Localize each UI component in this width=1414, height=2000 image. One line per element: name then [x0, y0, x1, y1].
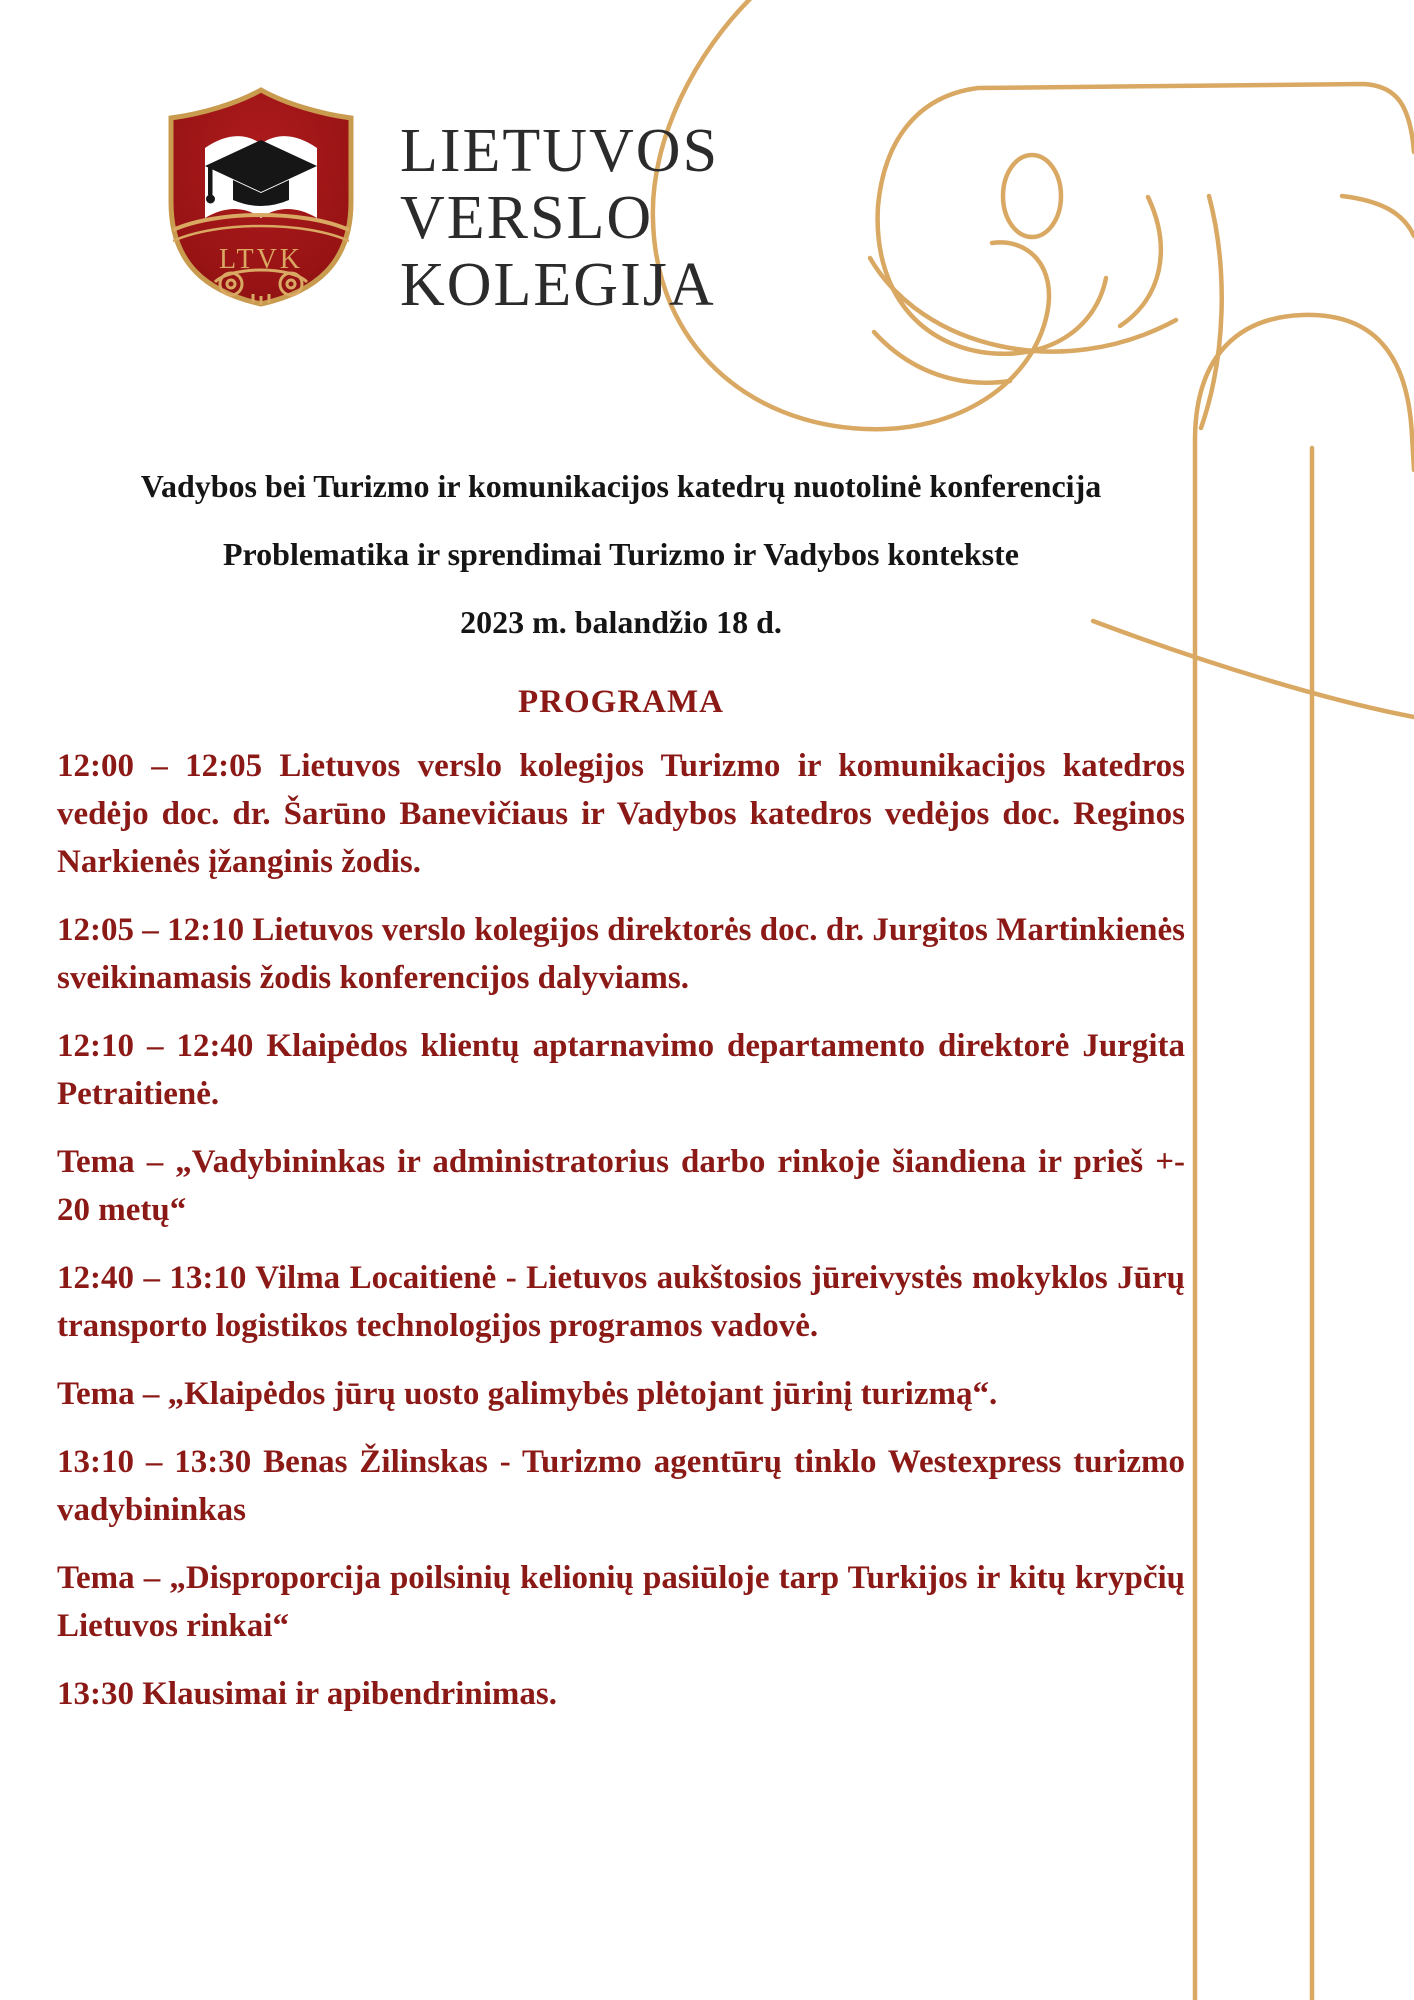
conference-title: Vadybos bei Turizmo ir komunikacijos katedrų nuotolinė konferencija — [140, 468, 1102, 504]
column-arch — [1195, 315, 1414, 2000]
program-heading: PROGRAMA — [518, 684, 724, 720]
conference-subtitle: Problematika ir sprendimai Turizmo ir Vadybos kontekste — [223, 536, 1019, 572]
program-item: 13:30 Klausimai ir apibendrinimas. — [57, 1676, 557, 1712]
volute-arc-under-eye — [870, 258, 1176, 352]
org-wordmark — [400, 118, 719, 319]
volute-right-edge-arc — [1342, 196, 1414, 236]
program-item: 12:00 – 12:05 Lietuvos verslo kolegijos Turizmo ir komunikacijos katedros vedėjo doc. dr. Šarūno Banevičiaus ir Vadybos katedros vedėjos doc. Reginos Narkienės įžanginis žodis. — [57, 748, 1185, 880]
program-list — [57, 742, 1185, 1738]
volute-rail — [878, 84, 1414, 354]
volute-connector — [1201, 196, 1222, 428]
conference-date: 2023 m. balandžio 18 d. — [460, 604, 782, 640]
program-item: Tema – „Klaipėdos jūrų uosto galimybės plėtojant jūrinį turizmą“. — [57, 1376, 998, 1412]
document-titles — [57, 452, 1185, 656]
org-wordmark-line: VERSLO — [400, 184, 654, 252]
volute-eye — [1003, 155, 1061, 237]
program-item: 13:10 – 13:30 Benas Žilinskas - Turizmo agentūrų tinklo Westexpress turizmo vadybininkas — [57, 1444, 1185, 1528]
program-item: 12:10 – 12:40 Klaipėdos klientų aptarnavimo departamento direktorė Jurgita Petraitienė. — [57, 1028, 1185, 1112]
program-item: Tema – „Disproporcija poilsinių kelionių pasiūloje tarp Turkijos ir kitų krypčių Lietuvos rinkai“ — [57, 1560, 1185, 1644]
org-wordmark-line: KOLEGIJA — [400, 251, 716, 319]
program-item: Tema – „Vadybininkas ir administratorius darbo rinkoje šiandiena ir prieš +- 20 metų“ — [57, 1144, 1185, 1228]
org-wordmark-line: LIETUVOS — [400, 117, 720, 185]
volute-arc-small — [874, 332, 1010, 383]
volute-arc-right-of-eye — [1120, 197, 1161, 326]
logo-monogram: LTVK — [218, 244, 304, 275]
program-item: 12:40 – 13:10 Vilma Locaitienė - Lietuvos aukštosios jūreivystės mokyklos Jūrų transporto logistikos technologijos programos vadovė. — [57, 1260, 1185, 1344]
ltvk-logo — [153, 84, 369, 308]
program-item: 12:05 – 12:10 Lietuvos verslo kolegijos direktorės doc. dr. Jurgitos Martinkienės sveikinamasis žodis konferencijos dalyviams. — [57, 912, 1185, 996]
